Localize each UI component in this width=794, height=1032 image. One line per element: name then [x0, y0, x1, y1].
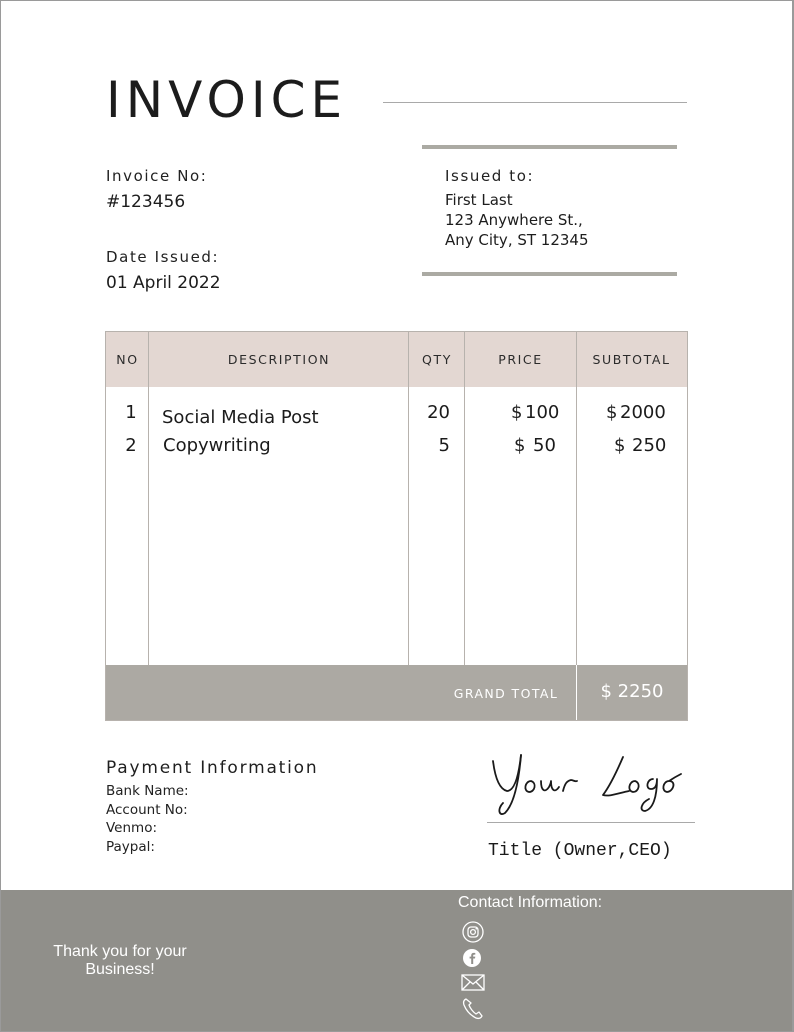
header-qty: QTY	[422, 352, 452, 367]
row-subtotal-currency: $	[606, 402, 618, 423]
row-subtotal: 2000	[620, 402, 666, 423]
issued-to-label: Issued to:	[445, 167, 535, 185]
grand-total-value: $ 2250	[600, 681, 664, 702]
row-subtotal-currency: $	[614, 435, 626, 456]
row-price-currency: $	[511, 402, 523, 423]
row-description: Copywriting	[163, 435, 271, 456]
column-divider	[464, 332, 465, 665]
invoice-number-label: Invoice No:	[106, 167, 208, 185]
date-issued-label: Date Issued:	[106, 248, 220, 266]
paypal-label: Paypal:	[106, 839, 155, 855]
row-subtotal: 250	[632, 435, 667, 456]
header-no: NO	[116, 352, 139, 367]
signature-line	[487, 822, 695, 823]
contact-info-title: Contact Information:	[458, 894, 603, 911]
account-no-label: Account No:	[106, 802, 188, 818]
title-divider	[383, 102, 687, 103]
facebook-icon[interactable]	[460, 946, 486, 970]
column-divider	[148, 332, 149, 665]
invoice-number: #123456	[106, 192, 186, 212]
invoice-title: INVOICE	[106, 71, 348, 129]
issued-to-bottom-bar	[422, 272, 677, 276]
items-table	[105, 331, 688, 721]
header-subtotal: SUBTOTAL	[592, 352, 671, 367]
footer	[1, 890, 793, 1032]
thank-you-message: Thank you for your Business!	[53, 943, 187, 978]
row-price: 50	[533, 435, 556, 456]
table-header	[106, 332, 687, 387]
signatory-title: Title (Owner,CEO)	[488, 841, 672, 861]
issued-to-top-bar	[422, 145, 677, 149]
column-divider	[408, 332, 409, 665]
row-price-currency: $	[514, 435, 526, 456]
row-qty: 5	[438, 435, 450, 456]
envelope-icon[interactable]	[460, 971, 486, 995]
issued-to-name: First Last	[445, 191, 513, 209]
venmo-label: Venmo:	[106, 820, 158, 836]
column-divider	[576, 332, 577, 665]
issued-to-city: Any City, ST 12345	[445, 231, 589, 249]
row-description: Social Media Post	[162, 407, 319, 428]
payment-info-title: Payment Information	[106, 758, 319, 778]
grand-total-bar	[106, 665, 687, 720]
row-price: 100	[525, 402, 560, 423]
bank-name-label: Bank Name:	[106, 783, 189, 799]
header-description: DESCRIPTION	[227, 352, 331, 367]
grand-total-label: GRAND TOTAL	[453, 686, 559, 701]
header-price: PRICE	[498, 352, 543, 367]
row-qty: 20	[427, 402, 450, 423]
phone-icon[interactable]	[460, 996, 486, 1020]
instagram-icon[interactable]	[460, 920, 486, 944]
date-issued: 01 April 2022	[106, 273, 221, 293]
logo-signature	[485, 747, 695, 819]
row-number: 1	[125, 402, 137, 423]
issued-to-street: 123 Anywhere St.,	[445, 211, 583, 229]
row-number: 2	[125, 435, 137, 456]
